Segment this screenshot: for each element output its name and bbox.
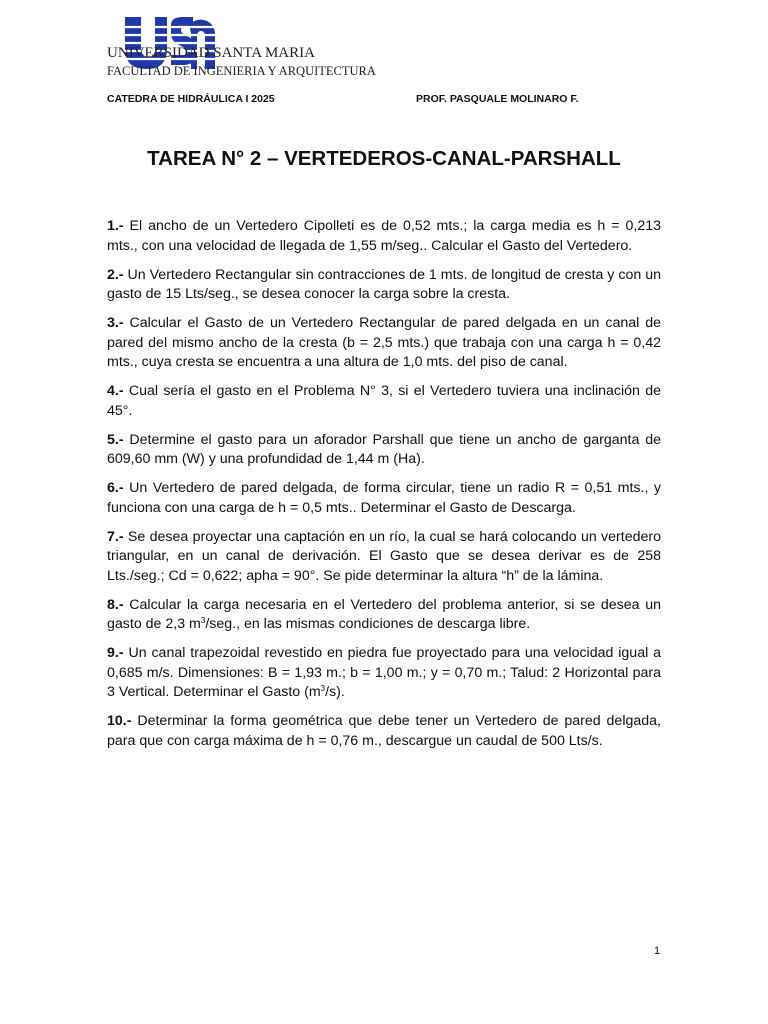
problem-text: Un canal trapezoidal revestido en piedra fue proyectado para una velocidad igual a 0,685 m/s. Dimensiones: B = 1,93 m.; b = 1,00 m.; y = 0,70 m.; Talud: 2 Horizontal para 3 Vertical. Determinar el Gasto (m (107, 645, 662, 700)
problem-10 (107, 712, 661, 751)
problem-5 (107, 431, 661, 470)
course-name: CATEDRA DE HIDRÁULICA I 2025 (107, 93, 275, 105)
problem-8 (107, 596, 661, 635)
problem-text: Cual sería el gasto en el Problema N° 3, si el Vertedero tuviera una inclinación de 45°. (107, 383, 661, 419)
faculty-name: FACULTAD DE INGENIERIA Y ARQUITECTURA (107, 64, 376, 78)
university-name: UNIVERSIDAD SANTA MARIA (107, 45, 315, 61)
problem-number: 1.- (107, 218, 124, 234)
problem-number: 4.- (107, 383, 124, 399)
problem-text: Se desea proyectar una captación en un río, la cual se hará colocando un vertedero triangular, en un canal de derivación. El Gasto que se desea derivar es de 258 Lts./seg.; Cd = 0,622; apha = 90°. Se pide determinar la altura “h” de la lámina. (107, 528, 661, 584)
problem-number: 6.- (107, 480, 124, 496)
problem-2 (107, 266, 661, 305)
problem-3 (107, 314, 661, 373)
problem-number: 10.- (107, 713, 132, 729)
problem-7 (107, 528, 661, 587)
problem-text: /seg., en las mismas condiciones de descarga libre. (205, 616, 531, 632)
problem-6 (107, 479, 661, 518)
document-title: TAREA N° 2 – VERTEDEROS-CANAL-PARSHALL (147, 147, 621, 170)
problem-number: 7.- (107, 528, 124, 545)
problem-4 (107, 382, 661, 421)
problem-text: Un Vertedero de pared delgada, de forma circular, tiene un radio R = 0,51 mts., y funciona con una carga de h = 0,5 mts.. Determinar el Gasto de Descarga. (107, 480, 661, 516)
problem-9 (107, 644, 661, 703)
problem-number: 5.- (107, 431, 124, 448)
superscript: 3 (200, 616, 206, 625)
problem-1 (107, 217, 661, 256)
problem-text: Calcular la carga necesaria en el Vertedero del problema anterior, si se desea un gasto de 2,3 m (107, 596, 661, 632)
problem-number: 2.- (107, 266, 124, 283)
page-number: 1 (654, 945, 661, 957)
problem-text: Calcular el Gasto de un Vertedero Rectangular de pared delgada en un canal de pared del mismo ancho de la cresta (b = 2,5 mts.) que trabaja con una carga h = 0,42 mts., cuya cresta se encuentra a una altura de 1,0 mts. del piso de canal. (107, 315, 661, 370)
problem-text: Un Vertedero Rectangular sin contracciones de 1 mts. de longitud de cresta y con un gasto de 15 Lts/seg., se desea conocer la carga sobre la cresta. (107, 266, 661, 302)
problem-number: 9.- (107, 645, 124, 661)
problem-number: 3.- (107, 315, 124, 331)
problem-text: /s). (325, 684, 345, 700)
problem-text: Determine el gasto para un aforador Parshall que tiene un ancho de garganta de 609,60 mm (W) y una profundidad de 1,44 m (Ha). (107, 431, 661, 467)
problem-list (107, 217, 661, 761)
professor-name: PROF. PASQUALE MOLINARO F. (416, 93, 579, 105)
problem-text: El ancho de un Vertedero Cipolleti es de 0,52 mts.; la carga media es h = 0,213 mts., con una velocidad de llegada de 1,55 m/seg.. Calcular el Gasto del Vertedero. (107, 218, 661, 254)
problem-number: 8.- (107, 596, 124, 613)
problem-text: Determinar la forma geométrica que debe tener un Vertedero de pared delgada, para que con carga máxima de h = 0,76 m., descargue un caudal de 500 Lts/s. (107, 713, 661, 749)
superscript: 3 (320, 684, 326, 693)
